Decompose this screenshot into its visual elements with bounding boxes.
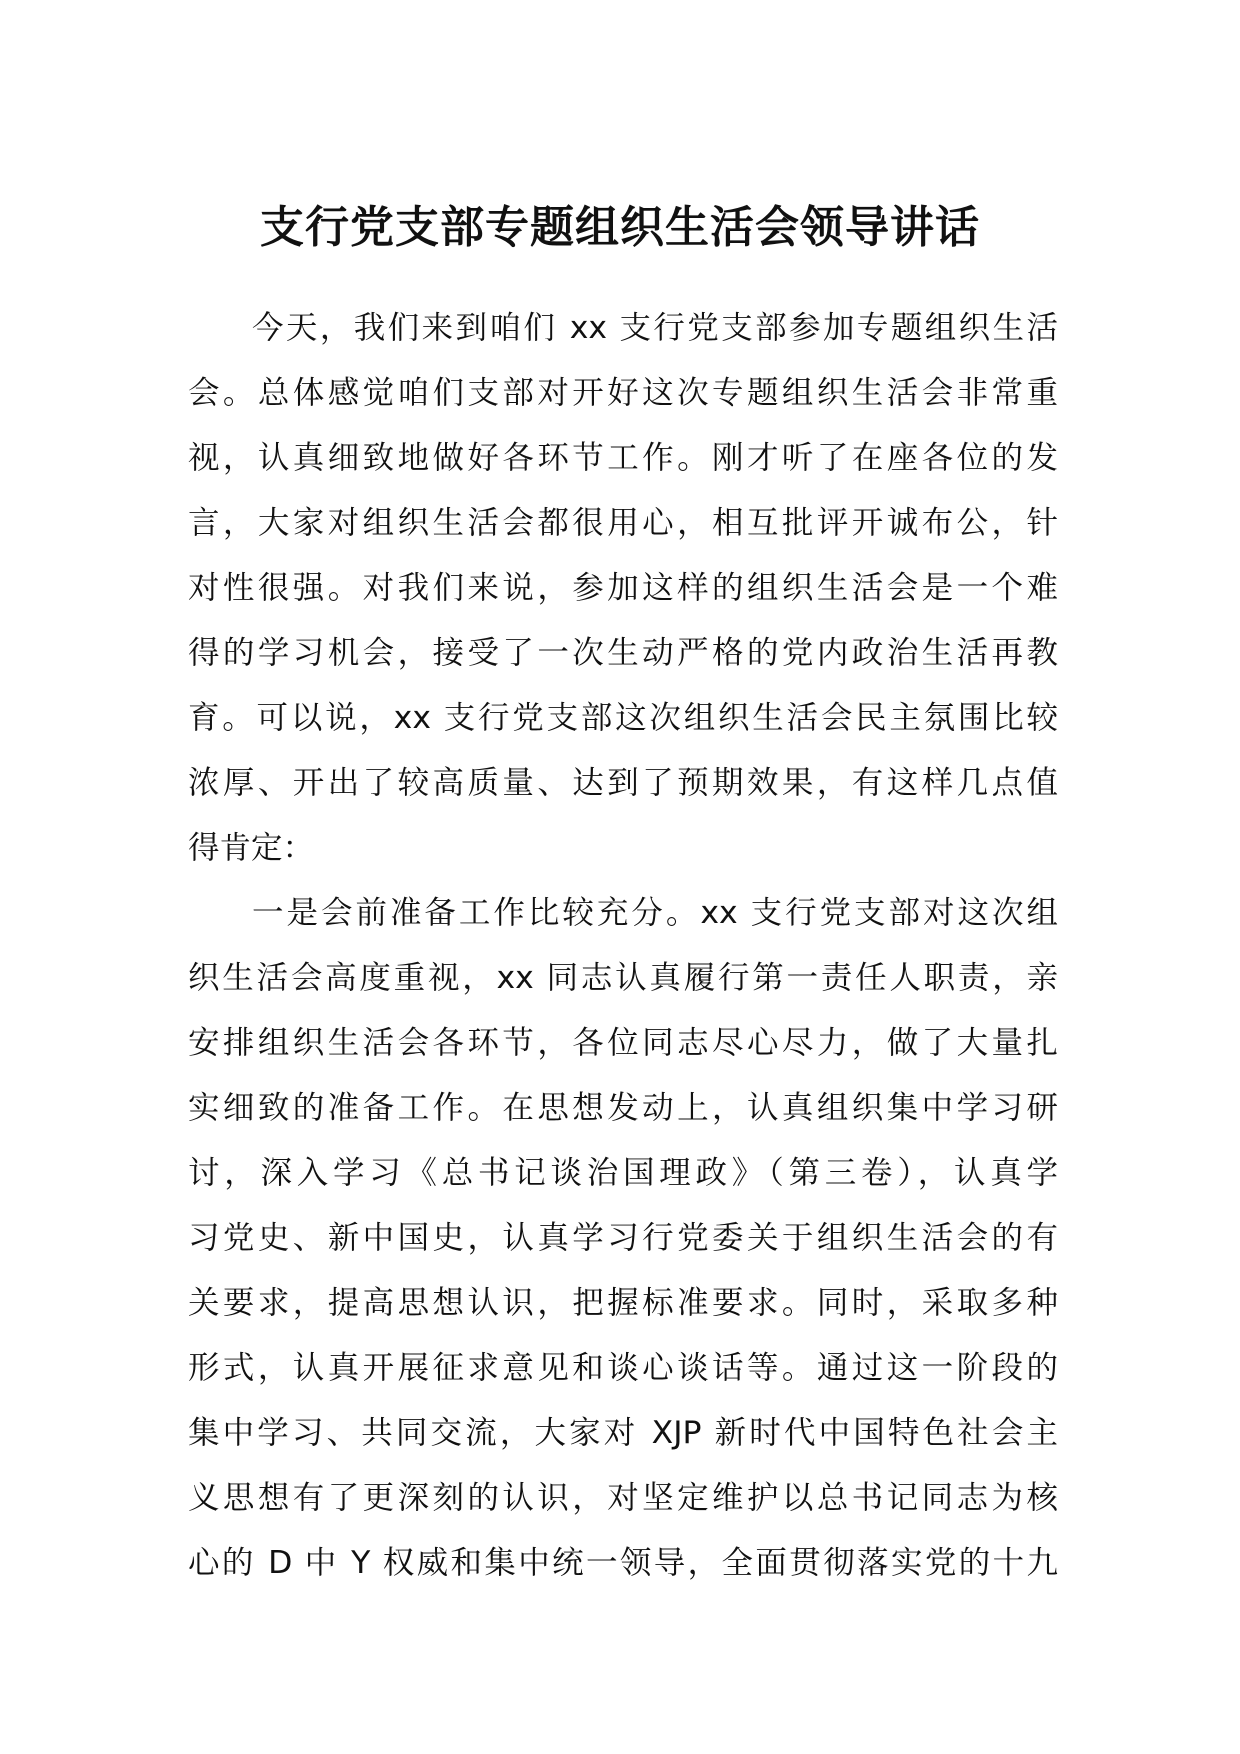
paragraph-line: 安排组织生活会各环节，各位同志尽心尽力，做了大量扎 [188,1025,1058,1061]
document-title: 支行党支部专题组织生活会领导讲话 [260,202,980,253]
document-body [188,296,1058,1596]
paragraph-line: 言，大家对组织生活会都很用心，相互批评开诚布公，针 [188,505,1058,541]
paragraph-line: 育。可以说，xx 支行党支部这次组织生活会民主氛围比较 [188,700,1058,736]
paragraph-line: 视，认真细致地做好各环节工作。刚才听了在座各位的发 [188,440,1058,476]
paragraph-line: 关要求，提高思想认识，把握标准要求。同时，采取多种 [188,1285,1058,1321]
paragraph-line: 会。总体感觉咱们支部对开好这次专题组织生活会非常重 [188,375,1058,411]
paragraph-line: 实细致的准备工作。在思想发动上，认真组织集中学习研 [188,1090,1058,1126]
paragraph-line: 浓厚、开出了较高质量、达到了预期效果，有这样几点值 [188,765,1058,801]
paragraph-line: 习党史、新中国史，认真学习行党委关于组织生活会的有 [188,1220,1058,1256]
paragraph-line: 集中学习、共同交流，大家对 XJP 新时代中国特色社会主 [188,1415,1058,1451]
paragraph-line: 今天，我们来到咱们 xx 支行党支部参加专题组织生活 [252,310,1058,346]
paragraph-line: 义思想有了更深刻的认识，对坚定维护以总书记同志为核 [188,1480,1058,1516]
paragraph-line: 对性很强。对我们来说，参加这样的组织生活会是一个难 [188,570,1058,606]
paragraph-line: 得的学习机会，接受了一次生动严格的党内政治生活再教 [188,635,1058,671]
paragraph-line: 一是会前准备工作比较充分。xx 支行党支部对这次组 [252,895,1058,931]
paragraph-line: 得肯定： [188,830,315,866]
paragraph-line: 形式，认真开展征求意见和谈心谈话等。通过这一阶段的 [188,1350,1058,1386]
paragraph-line: 讨，深入学习《总书记谈治国理政》（第三卷），认真学 [188,1155,1058,1191]
paragraph-line: 织生活会高度重视，xx 同志认真履行第一责任人职责，亲 [188,960,1058,996]
paragraph-line: 心的 D 中 Y 权威和集中统一领导，全面贯彻落实党的十九 [188,1545,1058,1581]
